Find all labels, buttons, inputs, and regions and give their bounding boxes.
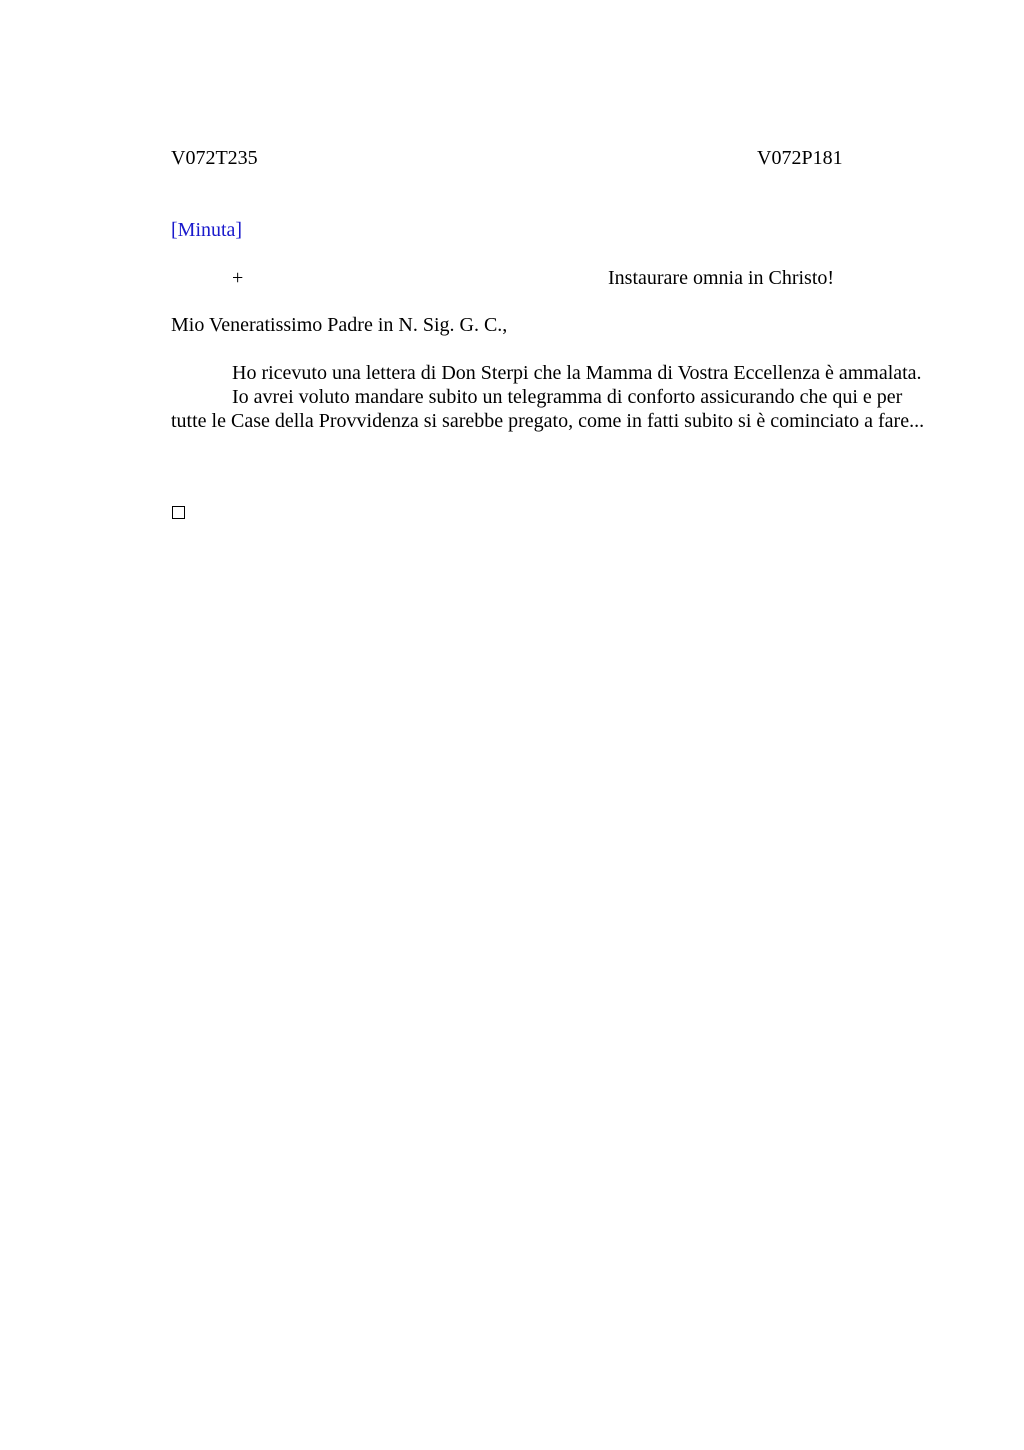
letter-body (171, 361, 931, 433)
paragraph-1: Ho ricevuto una lettera di Don Sterpi che la Mamma di Vostra Eccellenza è ammalata. (232, 362, 922, 384)
minuta-label: [Minuta] (171, 219, 243, 241)
salutation: Mio Veneratissimo Padre in N. Sig. G. C., (171, 314, 508, 336)
paragraph-2: Io avrei voluto mandare subito un telegramma di conforto assicurando che qui e per tutte le Case della Provvidenza si sarebbe pregato, come in fatti subito si è cominciato a fare... (171, 386, 925, 432)
cross-mark: + (232, 267, 244, 289)
empty-square-icon (172, 506, 185, 519)
document-code-left: V072T235 (171, 147, 258, 169)
document-code-right: V072P181 (757, 147, 843, 169)
motto: Instaurare omnia in Christo! (608, 267, 835, 289)
